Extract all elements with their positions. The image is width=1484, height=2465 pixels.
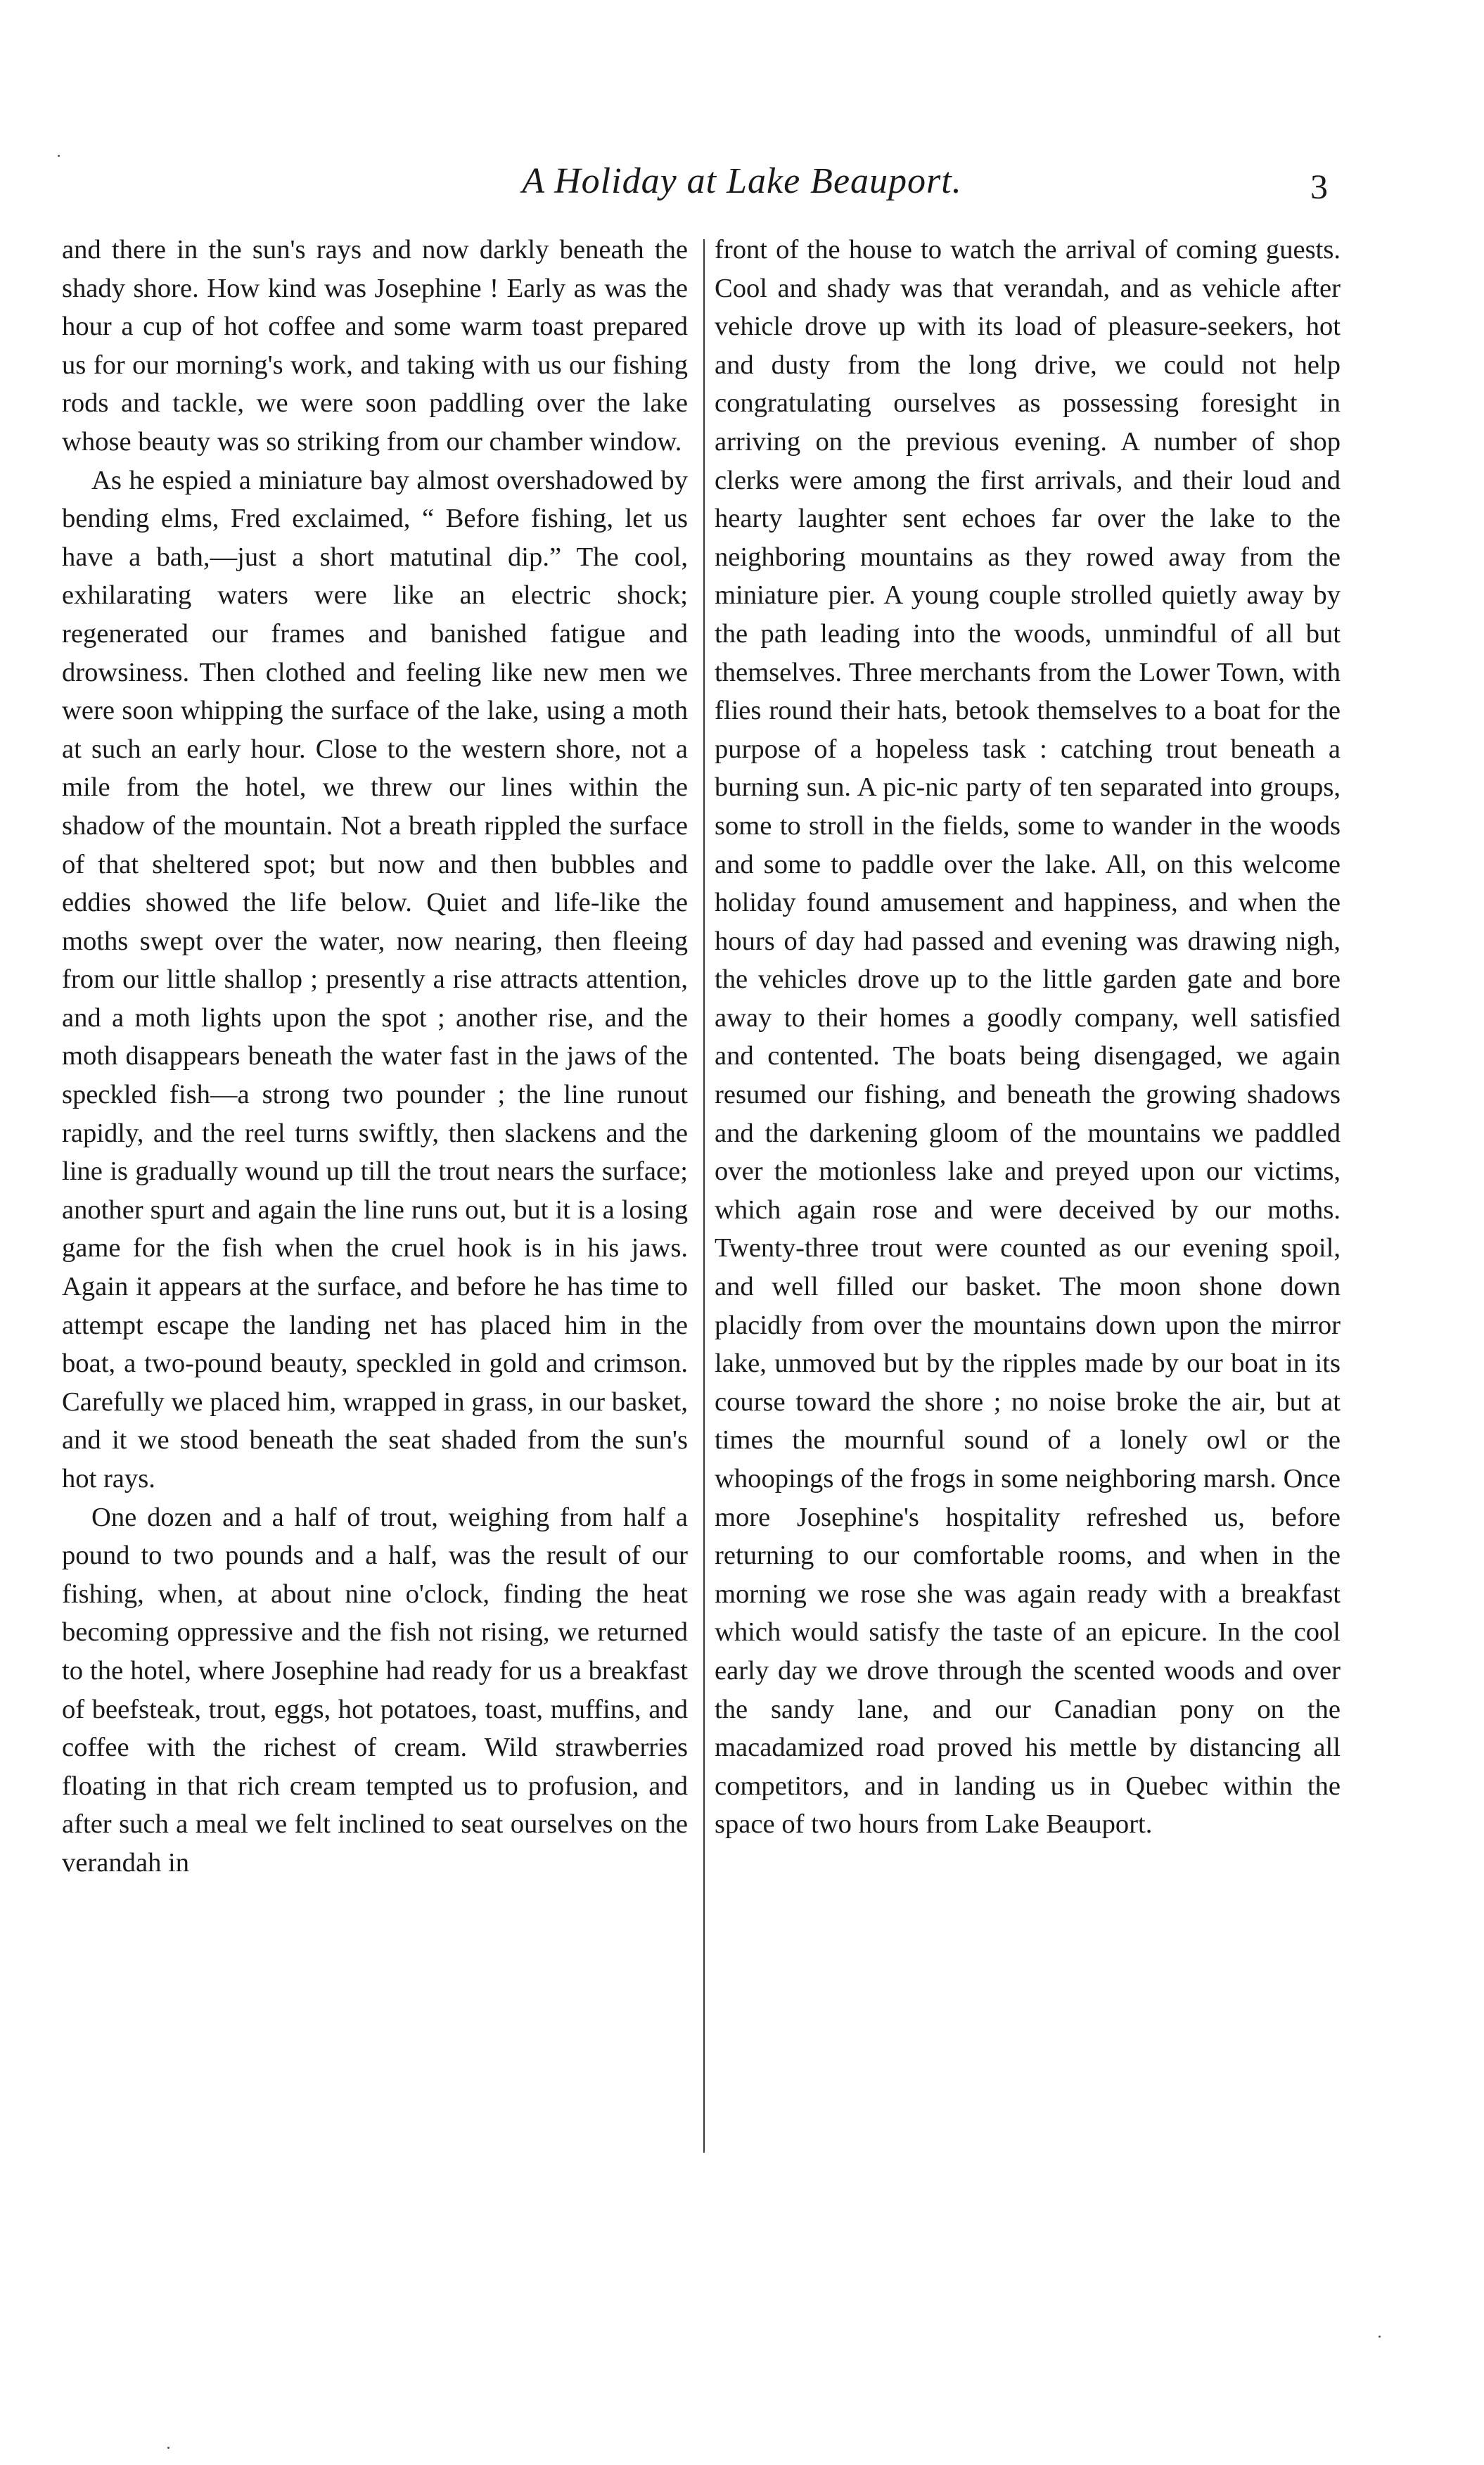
- paper-speck: [58, 155, 60, 157]
- page-number: 3: [1310, 167, 1328, 206]
- paper-speck: [1379, 2336, 1381, 2338]
- column-divider: [703, 239, 705, 2153]
- right-column: [715, 231, 1341, 1844]
- left-column: [62, 231, 688, 1883]
- running-title: A Holiday at Lake Beauport.: [522, 161, 962, 201]
- paragraph: As he espied a miniature bay almost overshadowed by bending elms, Fred exclaimed, “ Before fishing, let us have a bath,—just a short matutinal dip.” The cool, exhilarating waters were like an electric shock; regenerated our frames and banished fatigue and drowsiness. Then clothed and feeling like new men we were soon whipping the surface of the lake, using a moth at such an early hour. Close to the western shore, not a mile from the hotel, we threw our lines within the shadow of the mountain. Not a breath rippled the surface of that sheltered spot; but now and then bubbles and eddies showed the life below. Quiet and life-like the moths swept over the water, now nearing, then fleeing from our little shallop ; presently a rise attracts attention, and a moth lights upon the spot ; another rise, and the moth disappears beneath the water fast in the jaws of the speckled fish—a strong two pounder ; the line runout rapidly, and the reel turns swiftly, then slackens and the line is gradually wound up till the trout nears the surface; another spurt and again the line runs out, but it is a losing game for the fish when the cruel hook is in his jaws. Again it appears at the surface, and before he has time to attempt escape the landing net has placed him in the boat, a two-pound beauty, speckled in gold and crimson. Carefully we placed him, wrapped in grass, in our basket, and it we stood beneath the seat shaded from the sun's hot rays.: [62, 465, 688, 1493]
- paper-speck: [167, 2447, 169, 2449]
- paragraph: front of the house to watch the arrival of coming guests. Cool and shady was that verandah, and as vehicle after vehicle drove up with its load of pleasure-seekers, hot and dusty from the long drive, we could not help congratulating ourselves as possessing foresight in arriving on the previous evening. A number of shop clerks were among the first arrivals, and their loud and hearty laughter sent echoes far over the lake to the neighboring mountains as they rowed away from the miniature pier. A young couple strolled quietly away by the path leading into the woods, unmindful of all but themselves. Three merchants from the Lower Town, with flies round their hats, betook themselves to a boat for the purpose of a hopeless task : catching trout beneath a burning sun. A pic-nic party of ten separated into groups, some to stroll in the fields, some to wander in the woods and some to paddle over the lake. All, on this welcome holiday found amusement and happiness, and when the hours of day had passed and evening was drawing nigh, the vehicles drove up to the little garden gate and bore away to their homes a goodly company, well satisfied and contented. The boats being disengaged, we again resumed our fishing, and beneath the growing shadows and the darkening gloom of the mountains we paddled over the motionless lake and preyed upon our victims, which again rose and were deceived by our moths. Twenty-three trout were counted as our evening spoil, and well filled our basket. The moon shone down placidly from over the mountains down upon the mirror lake, unmoved but by the ripples made by our boat in its course toward the shore ; no noise broke the air, but at times the mournful sound of a lonely owl or the whoopings of the frogs in some neighboring marsh. Once more Josephine's hospitality refreshed us, before returning to our comfortable rooms, and when in the morning we rose she was again ready with a breakfast which would satisfy the taste of an epicure. In the cool early day we drove through the scented woods and over the sandy lane, and our Canadian pony on the macadamized road proved his mettle by distancing all competitors, and in landing us in Quebec within the space of two hours from Lake Beauport.: [715, 235, 1341, 1840]
- paragraph: and there in the sun's rays and now darkly beneath the shady shore. How kind was Josephine ! Early as was the hour a cup of hot coffee and some warm toast prepared us for our morning's work, and taking with us our fishing rods and tackle, we were soon paddling over the lake whose beauty was so striking from our chamber window.: [62, 235, 688, 457]
- paragraph: One dozen and a half of trout, weighing from half a pound to two pounds and a half, was the result of our fishing, when, at about nine o'clock, finding the heat becoming oppressive and the fish not rising, we returned to the hotel, where Josephine had ready for us a breakfast of beefsteak, trout, eggs, hot potatoes, toast, muffins, and coffee with the richest of cream. Wild strawberries floating in that rich cream tempted us to profusion, and after such a meal we felt inclined to seat ourselves on the verandah in: [62, 1502, 688, 1878]
